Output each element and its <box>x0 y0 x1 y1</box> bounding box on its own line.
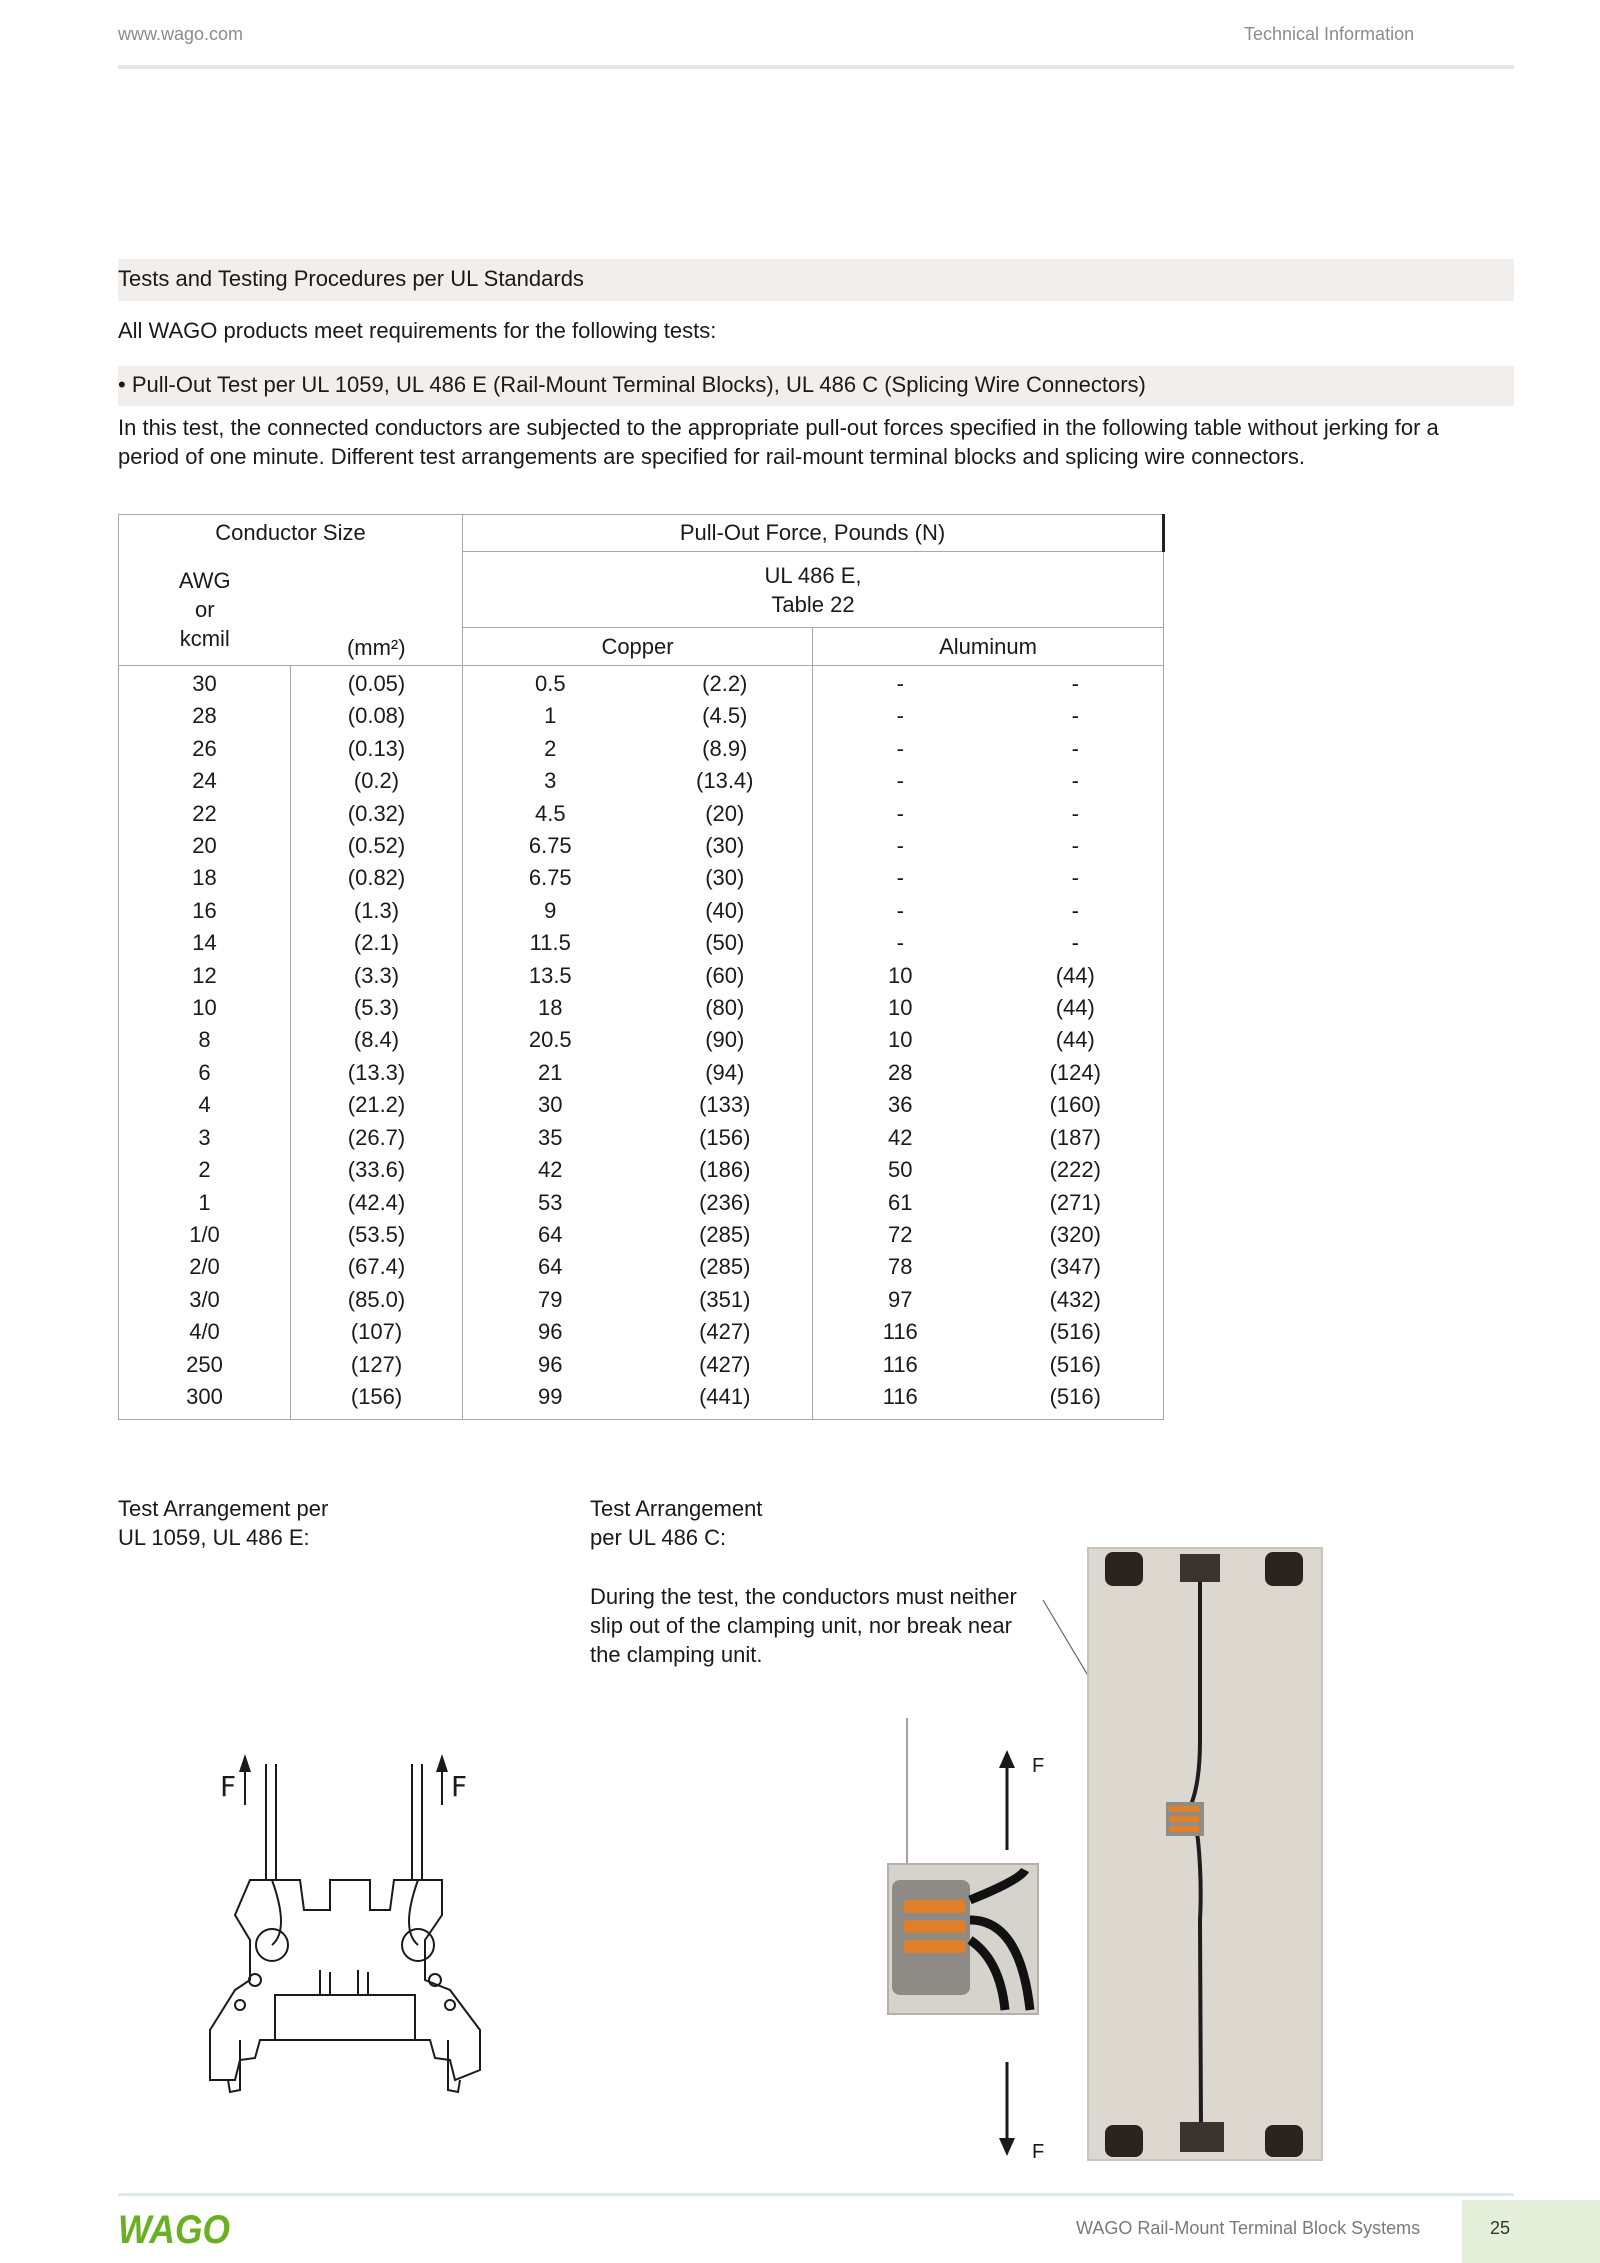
cell-aluminum-lbs: 36 <box>888 1092 913 1118</box>
cell-awg: 16 <box>119 895 291 927</box>
cell-awg: 28 <box>119 700 291 732</box>
page-number: 25 <box>1490 2218 1511 2238</box>
cell-aluminum-n: (516) <box>988 1381 1164 1420</box>
cell-aluminum-lbs: 10 <box>888 1027 913 1053</box>
cell-copper-lbs: 96 <box>538 1351 563 1377</box>
awg-header-line: AWG <box>178 567 231 593</box>
wago-logo <box>118 2207 238 2251</box>
terminal-housing <box>210 1880 480 2080</box>
table-row <box>119 666 1164 701</box>
center-slot <box>275 1995 415 2040</box>
table-row <box>119 1057 1164 1089</box>
cell-copper-n: (80) <box>638 992 813 1024</box>
cell-aluminum-n: (44) <box>988 992 1164 1024</box>
terminal-block-diagram <box>180 1740 500 2120</box>
cell-aluminum-n: (160) <box>988 1089 1164 1121</box>
cell-copper-n: (30) <box>638 862 813 894</box>
cell-copper-n: (2.2) <box>638 666 813 701</box>
table-row <box>119 927 1164 959</box>
upper-grip <box>1180 1554 1220 1582</box>
force-arrow-down-head <box>999 2138 1015 2156</box>
standard-header-line: UL 486 E, <box>764 562 862 588</box>
cell-copper-lbs: 6.75 <box>528 833 572 859</box>
cell-copper-lbs: 99 <box>463 1381 638 1420</box>
wago-logo-text: WAGO <box>118 2208 230 2251</box>
cell-aluminum-lbs: - <box>896 833 904 859</box>
cell-copper-n: (427) <box>638 1316 813 1348</box>
test-description <box>118 413 1518 471</box>
cell-aluminum-n: (187) <box>988 1122 1164 1154</box>
cell-copper-lbs: 53 <box>538 1189 563 1215</box>
cell-copper-n: (351) <box>638 1284 813 1316</box>
cell-awg: 250 <box>119 1349 291 1381</box>
closeup-lever <box>904 1920 966 1933</box>
arrow-head-left <box>239 1754 251 1772</box>
cell-aluminum-n: (222) <box>988 1154 1164 1186</box>
rivet-right <box>445 2000 455 2010</box>
test-condition-line: the clamping unit. <box>590 1642 763 1667</box>
cell-aluminum-lbs: 97 <box>888 1286 913 1312</box>
table-row <box>119 765 1164 797</box>
cell-awg: 26 <box>119 733 291 765</box>
aluminum-header: Aluminum <box>813 628 1164 666</box>
pullout-force-header: Pull-Out Force, Pounds (N) <box>463 515 1164 552</box>
footer-title: WAGO Rail-Mount Terminal Block Systems <box>1076 2218 1421 2238</box>
cell-awg: 22 <box>119 798 291 830</box>
cell-mm2: (53.5) <box>291 1219 463 1251</box>
cell-aluminum-n: - <box>988 798 1164 830</box>
cell-aluminum-n: - <box>988 830 1164 862</box>
cell-copper-n: (133) <box>638 1089 813 1121</box>
cell-mm2: (0.82) <box>291 862 463 894</box>
cell-mm2: (21.2) <box>291 1089 463 1121</box>
cell-mm2: (127) <box>291 1349 463 1381</box>
cell-aluminum-n: (516) <box>988 1349 1164 1381</box>
cell-aluminum-n: - <box>988 765 1164 797</box>
table-row <box>119 1349 1164 1381</box>
cell-copper-n: (20) <box>638 798 813 830</box>
test-description-line: period of one minute. Different test arrangements are specified for rail-mount terminal blocks and splicing wire connectors. <box>118 444 1305 469</box>
cell-awg: 300 <box>119 1381 291 1420</box>
cell-aluminum-lbs: - <box>896 768 904 794</box>
cell-awg: 12 <box>119 960 291 992</box>
cell-copper-lbs: 20.5 <box>528 1027 572 1053</box>
upper-clamp-left <box>1105 1552 1143 1586</box>
table-row <box>119 1089 1164 1121</box>
intro-text: All WAGO products meet requirements for the following tests: <box>118 318 717 343</box>
cell-awg: 3/0 <box>119 1284 291 1316</box>
lower-grip <box>1180 2122 1224 2152</box>
cell-copper-lbs: 35 <box>538 1124 563 1150</box>
cell-aluminum-lbs: - <box>896 703 904 729</box>
table-row <box>119 1219 1164 1251</box>
cell-aluminum-n: (516) <box>988 1316 1164 1348</box>
table-row <box>119 862 1164 894</box>
cell-copper-lbs: 11.5 <box>529 930 571 956</box>
cell-copper-n: (156) <box>638 1122 813 1154</box>
cell-copper-lbs: 30 <box>538 1092 563 1118</box>
test-condition-line: During the test, the conductors must neither <box>590 1584 1017 1609</box>
table-row <box>119 895 1164 927</box>
cell-copper-lbs: 64 <box>538 1254 563 1280</box>
cell-copper-n: (285) <box>638 1219 813 1251</box>
cell-aluminum-lbs: 42 <box>888 1124 913 1150</box>
cell-aluminum-lbs: 116 <box>882 1351 918 1377</box>
standard-header <box>463 552 1164 628</box>
cell-aluminum-n: - <box>988 895 1164 927</box>
cell-aluminum-n: (432) <box>988 1284 1164 1316</box>
cell-aluminum-n: (320) <box>988 1219 1164 1251</box>
connector-photo <box>1088 1548 1322 2160</box>
arrangement-c-line: per UL 486 C: <box>590 1525 727 1550</box>
copper-header: Copper <box>463 628 813 666</box>
arrangement-c-line: Test Arrangement <box>590 1496 763 1521</box>
cell-awg: 18 <box>119 862 291 894</box>
cell-aluminum-lbs: - <box>896 930 904 956</box>
cell-mm2: (0.05) <box>291 666 463 701</box>
cell-copper-lbs: 13.5 <box>528 962 572 988</box>
cell-copper-n: (40) <box>638 895 813 927</box>
cell-awg: 4 <box>119 1089 291 1121</box>
table-row <box>119 1024 1164 1056</box>
cell-aluminum-lbs: 116 <box>813 1381 988 1420</box>
cell-awg: 4/0 <box>119 1316 291 1348</box>
cell-aluminum-n: (347) <box>988 1251 1164 1283</box>
test-condition-line: slip out of the clamping unit, nor break near <box>590 1613 1012 1638</box>
cell-copper-lbs: 79 <box>538 1286 563 1312</box>
cell-aluminum-n: - <box>988 700 1164 732</box>
cell-aluminum-lbs: 116 <box>882 1319 918 1345</box>
cell-copper-n: (441) <box>638 1381 813 1420</box>
connector-lever <box>1169 1806 1199 1812</box>
cell-copper-lbs: 3 <box>544 768 557 794</box>
cell-aluminum-n: - <box>988 862 1164 894</box>
mm2-header: (mm²) <box>291 552 463 666</box>
cell-aluminum-n: - <box>988 666 1164 701</box>
table-row <box>119 798 1164 830</box>
cell-mm2: (5.3) <box>291 992 463 1024</box>
cell-awg: 10 <box>119 992 291 1024</box>
table-row <box>119 1187 1164 1219</box>
clamp-springs <box>272 1880 418 1945</box>
section-title: Tests and Testing Procedures per UL Standards <box>118 266 584 291</box>
arrow-head-right <box>436 1754 448 1772</box>
cell-aluminum-lbs: - <box>896 735 904 761</box>
cell-aluminum-n: - <box>988 927 1164 959</box>
standard-header-line: Table 22 <box>771 591 855 617</box>
cell-aluminum-lbs: 28 <box>888 1059 913 1085</box>
table-row <box>119 1251 1164 1283</box>
force-arrow-up-head <box>999 1750 1015 1768</box>
cell-copper-lbs: 96 <box>538 1319 563 1345</box>
wire-left <box>266 1764 276 1880</box>
cell-copper-n: (50) <box>638 927 813 959</box>
cell-awg: 1 <box>119 1187 291 1219</box>
cell-copper-n: (285) <box>638 1251 813 1283</box>
cell-mm2: (107) <box>291 1316 463 1348</box>
cell-mm2: (1.3) <box>291 895 463 927</box>
header-section: Technical Information <box>1244 24 1415 44</box>
cell-copper-lbs: 64 <box>538 1221 563 1247</box>
cell-mm2: (67.4) <box>291 1251 463 1283</box>
cell-mm2: (0.52) <box>291 830 463 862</box>
lower-clamp-left <box>1105 2125 1143 2157</box>
cell-mm2: (0.13) <box>291 733 463 765</box>
cell-aluminum-lbs: 10 <box>888 962 913 988</box>
cell-awg: 6 <box>119 1057 291 1089</box>
rivet-left <box>235 2000 245 2010</box>
lower-clamp-right <box>1265 2125 1303 2157</box>
closeup-lever <box>904 1940 966 1953</box>
cell-aluminum-n: (271) <box>988 1187 1164 1219</box>
rail-feet <box>228 2040 460 2092</box>
cell-mm2: (156) <box>291 1381 463 1420</box>
table-row <box>119 1316 1164 1348</box>
upper-clamp-right <box>1265 1552 1303 1586</box>
page-number-box <box>1462 2200 1600 2263</box>
cell-awg: 1/0 <box>119 1219 291 1251</box>
cell-mm2: (33.6) <box>291 1154 463 1186</box>
closeup-lever <box>904 1900 966 1913</box>
wire-right <box>412 1764 422 1880</box>
cell-aluminum-n: - <box>988 733 1164 765</box>
cell-copper-n: (60) <box>638 960 813 992</box>
table-row <box>119 1154 1164 1186</box>
cell-aluminum-lbs: - <box>896 800 904 826</box>
test-description-line: In this test, the connected conductors are subjected to the appropriate pull-out forces specified in the following table without jerking for a <box>118 415 1439 440</box>
pullout-force-table <box>118 514 1165 1420</box>
cell-copper-lbs: 42 <box>538 1157 563 1183</box>
cell-awg: 2/0 <box>119 1251 291 1283</box>
arrangement-e-caption <box>118 1494 328 1552</box>
cell-copper-lbs: 9 <box>544 897 557 923</box>
cell-aluminum-lbs: 50 <box>888 1157 913 1183</box>
cell-copper-n: (427) <box>638 1349 813 1381</box>
cell-copper-n: (30) <box>638 830 813 862</box>
cell-aluminum-lbs: 61 <box>888 1189 913 1215</box>
cell-copper-n: (236) <box>638 1187 813 1219</box>
table-row <box>119 992 1164 1024</box>
cell-aluminum-lbs: 72 <box>888 1221 913 1247</box>
cell-aluminum-n: (44) <box>988 960 1164 992</box>
connector-lever <box>1169 1826 1199 1832</box>
cell-awg: 20 <box>119 830 291 862</box>
cell-mm2: (0.08) <box>291 700 463 732</box>
table-row <box>119 960 1164 992</box>
cell-aluminum-n: (44) <box>988 1024 1164 1056</box>
cell-aluminum-lbs: 10 <box>888 995 913 1021</box>
cell-copper-lbs: 6.75 <box>528 865 572 891</box>
cell-copper-lbs: 1 <box>544 703 557 729</box>
cell-mm2: (13.3) <box>291 1057 463 1089</box>
header-divider <box>118 65 1514 69</box>
cell-mm2: (42.4) <box>291 1187 463 1219</box>
cell-copper-lbs: 0.5 <box>463 666 638 701</box>
cell-copper-n: (90) <box>638 1024 813 1056</box>
cell-mm2: (3.3) <box>291 960 463 992</box>
pullout-test-bullet: • Pull-Out Test per UL 1059, UL 486 E (Rail-Mount Terminal Blocks), UL 486 C (Splicing Wire Connectors) <box>118 372 1146 397</box>
cell-awg: 2 <box>119 1154 291 1186</box>
cell-mm2: (0.2) <box>291 765 463 797</box>
cell-copper-n: (94) <box>638 1057 813 1089</box>
table-row <box>119 1284 1164 1316</box>
table-body <box>119 666 1164 1420</box>
header-website: www.wago.com <box>118 24 244 44</box>
table-row <box>119 1381 1164 1420</box>
cell-copper-n: (8.9) <box>638 733 813 765</box>
force-label-top: F <box>1032 1755 1045 1777</box>
cell-awg: 24 <box>119 765 291 797</box>
closeup-housing <box>892 1880 970 1995</box>
awg-header-line: kcmil <box>179 625 230 651</box>
cell-aluminum-lbs: - <box>896 865 904 891</box>
cell-copper-lbs: 2 <box>544 735 557 761</box>
cell-mm2: (0.32) <box>291 798 463 830</box>
cell-copper-lbs: 4.5 <box>534 800 566 826</box>
jumper-slots <box>320 1970 368 1995</box>
cell-copper-lbs: 21 <box>538 1059 563 1085</box>
awg-header-line: or <box>194 596 215 622</box>
cell-awg: 30 <box>119 666 291 701</box>
cell-awg: 8 <box>119 1024 291 1056</box>
cell-aluminum-lbs: 78 <box>888 1254 913 1280</box>
conductor-size-header: Conductor Size <box>119 515 463 552</box>
cell-awg: 14 <box>119 927 291 959</box>
table-row <box>119 733 1164 765</box>
table-row <box>119 700 1164 732</box>
table-row <box>119 1122 1164 1154</box>
cell-mm2: (2.1) <box>291 927 463 959</box>
cell-copper-lbs: 18 <box>538 995 563 1021</box>
arrangement-e-line: UL 1059, UL 486 E: <box>118 1525 310 1550</box>
cell-copper-n: (4.5) <box>638 700 813 732</box>
force-label-right: F <box>451 1770 468 1803</box>
cell-aluminum-n: (124) <box>988 1057 1164 1089</box>
arrangement-e-line: Test Arrangement per <box>118 1496 329 1521</box>
cell-mm2: (85.0) <box>291 1284 463 1316</box>
cell-mm2: (26.7) <box>291 1122 463 1154</box>
cell-aluminum-lbs: - <box>896 897 904 923</box>
table-row <box>119 830 1164 862</box>
force-label-left: F <box>220 1770 237 1803</box>
cell-aluminum-lbs: - <box>813 666 988 701</box>
force-label-bottom: F <box>1032 2141 1045 2163</box>
arrangement-c-caption <box>590 1494 762 1552</box>
awg-header <box>119 552 291 666</box>
connector-lever <box>1169 1816 1199 1822</box>
cell-copper-n: (13.4) <box>638 765 813 797</box>
footer-divider <box>118 2193 1514 2196</box>
cell-mm2: (8.4) <box>291 1024 463 1056</box>
splicing-test-arrangement <box>880 1540 1340 2180</box>
cell-copper-n: (186) <box>638 1154 813 1186</box>
cell-awg: 3 <box>119 1122 291 1154</box>
